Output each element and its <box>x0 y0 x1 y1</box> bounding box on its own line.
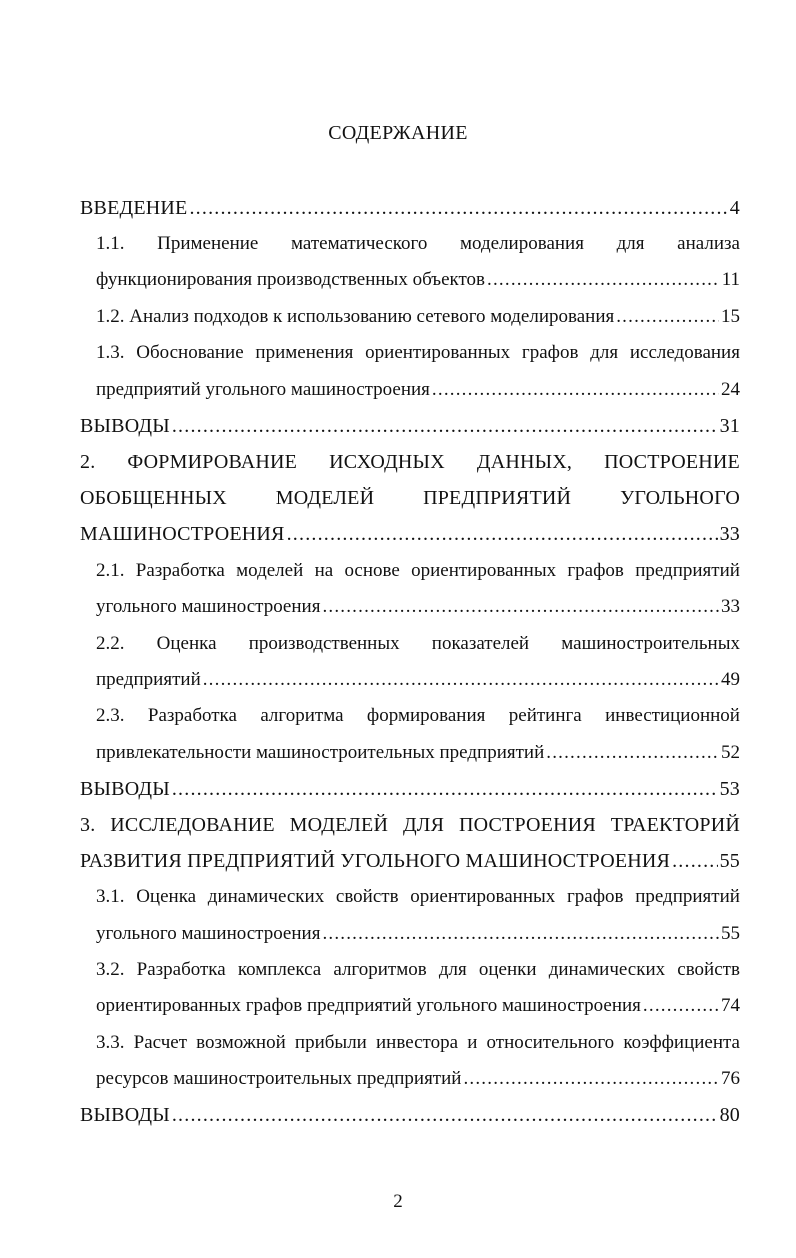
word: 3.3. <box>96 1032 125 1053</box>
word: 1.1. <box>96 233 125 254</box>
toc-entry-label: ВЫВОДЫ <box>80 1104 170 1126</box>
word: ТРАЕКТОРИЙ <box>610 814 740 836</box>
word: УГОЛЬНОГО <box>620 487 740 509</box>
toc-entry-3-3-line2[interactable] <box>96 1066 740 1092</box>
toc-entry-2-3-line1[interactable] <box>96 703 740 729</box>
word: Расчет <box>133 1032 188 1053</box>
toc-page-number: 33 <box>721 596 740 617</box>
word: и <box>467 1032 478 1053</box>
page-number: 2 <box>393 1191 403 1212</box>
toc-page-number: 33 <box>719 523 740 545</box>
word: Разработка <box>136 959 226 980</box>
dot-leader <box>672 848 718 874</box>
word: 1.3. <box>96 342 125 363</box>
word: динамических <box>207 886 325 907</box>
word: МОДЕЛЕЙ <box>289 814 389 836</box>
word: Оценка <box>136 886 197 907</box>
word: для <box>590 342 619 363</box>
toc-entry-label: угольного машиностроения <box>96 596 321 617</box>
dot-leader <box>172 1102 718 1128</box>
toc-entry-3-1-line2[interactable] <box>96 921 740 947</box>
word: графов <box>567 560 624 581</box>
toc-entry-3-2-line2[interactable] <box>96 993 740 1019</box>
word: Обоснование <box>136 342 244 363</box>
toc-page-number: 31 <box>719 415 740 437</box>
dot-leader <box>322 921 719 947</box>
word: моделей <box>236 560 304 581</box>
word: ориентированных <box>365 342 511 363</box>
word: 3.2. <box>96 959 125 980</box>
word: 3. <box>80 814 96 836</box>
toc-chapter-2-line3[interactable] <box>80 521 740 547</box>
word: анализа <box>677 233 740 254</box>
word: свойств <box>677 959 740 980</box>
toc-chapter-2-line2[interactable] <box>80 485 740 511</box>
toc-page-number: 55 <box>719 850 740 872</box>
word: 3.1. <box>96 886 125 907</box>
toc-entry-1-3-line2[interactable] <box>96 377 740 403</box>
dot-leader <box>172 776 718 802</box>
dot-leader <box>189 195 727 221</box>
word: на <box>314 560 334 581</box>
word: рейтинга <box>508 705 582 726</box>
word: свойств <box>335 886 399 907</box>
word: ИСХОДНЫХ <box>329 451 445 473</box>
word: коэффициента <box>623 1032 740 1053</box>
dot-leader <box>432 377 719 403</box>
word: производственных <box>248 633 400 654</box>
toc-entry-1-1-line2[interactable] <box>96 267 740 293</box>
toc-page-number: 55 <box>721 923 740 944</box>
word: ОБОБЩЕННЫХ <box>80 487 227 509</box>
word: математического <box>291 233 428 254</box>
word: Применение <box>157 233 259 254</box>
word: применения <box>255 342 354 363</box>
toc-entry-label: угольного машиностроения <box>96 923 321 944</box>
word: предприятий <box>635 886 740 907</box>
dot-leader <box>546 740 719 766</box>
toc-chapter-2-line1[interactable] <box>80 449 740 475</box>
toc-page-number: 53 <box>719 778 740 800</box>
dot-leader <box>287 521 718 547</box>
toc-entry-label: предприятий угольного машиностроения <box>96 379 430 400</box>
toc-entry-1-3-line1[interactable] <box>96 340 740 366</box>
word: ПОСТРОЕНИЯ <box>458 814 596 836</box>
toc-entry-label: 1.2. Анализ подходов к использованию сетевого моделирования <box>96 306 615 327</box>
dot-leader <box>463 1066 719 1092</box>
toc-entry-2-2-line1[interactable] <box>96 631 740 657</box>
word: моделирования <box>460 233 584 254</box>
toc-entry-label: ориентированных графов предприятий угольного машиностроения <box>96 995 641 1016</box>
word: 2.3. <box>96 705 125 726</box>
toc-page-number: 4 <box>729 197 740 219</box>
word: для <box>438 959 467 980</box>
dot-leader <box>322 594 719 620</box>
word: оценки <box>478 959 537 980</box>
toc-entry-1-2[interactable] <box>96 304 740 330</box>
word: комплекса <box>237 959 322 980</box>
word: возможной <box>196 1032 286 1053</box>
toc-entry-2-3-line2[interactable] <box>96 740 740 766</box>
word: МОДЕЛЕЙ <box>275 487 375 509</box>
word: Разработка <box>135 560 225 581</box>
word: алгоритмов <box>333 959 427 980</box>
word: показателей <box>431 633 530 654</box>
word: машиностроительных <box>561 633 740 654</box>
toc-page-number: 49 <box>721 669 740 690</box>
toc-entry-label: РАЗВИТИЯ ПРЕДПРИЯТИЙ УГОЛЬНОГО МАШИНОСТРОЕНИЯ <box>80 850 671 872</box>
dot-leader <box>172 413 718 439</box>
dot-leader <box>487 267 720 293</box>
toc-entry-3-1-line1[interactable] <box>96 884 740 910</box>
word: формирования <box>366 705 486 726</box>
word: 2.2. <box>96 633 125 654</box>
word: Оценка <box>156 633 217 654</box>
toc-page-number: 24 <box>721 379 740 400</box>
toc-entry-2-1-line1[interactable] <box>96 558 740 584</box>
word: инвестора <box>376 1032 459 1053</box>
word: 2.1. <box>96 560 125 581</box>
word: ФОРМИРОВАНИЕ <box>127 451 298 473</box>
toc-entry-2-2-line2[interactable] <box>96 667 740 693</box>
word: динамических <box>548 959 666 980</box>
toc-entry-label: МАШИНОСТРОЕНИЯ <box>80 523 285 545</box>
word: алгоритма <box>260 705 344 726</box>
word: графов <box>566 886 624 907</box>
word: прибыли <box>294 1032 367 1053</box>
toc-entry-label: предприятий <box>96 669 201 690</box>
word: ориентированных <box>411 560 557 581</box>
page-title: СОДЕРЖАНИЕ <box>328 122 468 144</box>
toc-page-number: 76 <box>721 1068 740 1089</box>
word: графов <box>521 342 579 363</box>
toc-entry-label: ВВЕДЕНИЕ <box>80 197 188 219</box>
toc-entry-label: ВЫВОДЫ <box>80 415 170 437</box>
word: ДАННЫХ, <box>476 451 573 473</box>
word: ДЛЯ <box>402 814 445 836</box>
word: предприятий <box>635 560 740 581</box>
word: инвестиционной <box>605 705 740 726</box>
toc-entry-1-1-line1[interactable] <box>96 231 740 257</box>
toc-entry-conclusions-2[interactable] <box>80 776 740 802</box>
word: ориентированных <box>410 886 556 907</box>
toc-entry-label: функционирования производственных объектов <box>96 269 486 290</box>
toc-page-number: 80 <box>719 1104 740 1126</box>
word: 2. <box>80 451 96 473</box>
word: относительного <box>486 1032 615 1053</box>
word: ПРЕДПРИЯТИЙ <box>423 487 572 509</box>
toc-page-number: 11 <box>721 269 740 290</box>
toc-chapter-3-line1[interactable] <box>80 812 740 838</box>
toc-page-number: 74 <box>721 995 740 1016</box>
toc-chapter-3-line2[interactable] <box>80 848 740 874</box>
dot-leader <box>616 304 719 330</box>
toc-entry-2-1-line2[interactable] <box>96 594 740 620</box>
toc-page-number: 52 <box>721 742 740 763</box>
toc-entry-introduction[interactable] <box>80 195 740 221</box>
word: основе <box>344 560 400 581</box>
toc-entry-3-2-line1[interactable] <box>96 957 740 983</box>
toc-entry-3-3-line1[interactable] <box>96 1030 740 1056</box>
toc-page-number: 15 <box>721 306 740 327</box>
dot-leader <box>203 667 719 693</box>
toc-entry-conclusions-1[interactable] <box>80 413 740 439</box>
word: Разработка <box>147 705 237 726</box>
word: для <box>616 233 645 254</box>
toc-entry-label: ВЫВОДЫ <box>80 778 170 800</box>
toc-entry-label: ресурсов машиностроительных предприятий <box>96 1068 462 1089</box>
word: исследования <box>629 342 740 363</box>
toc-entry-conclusions-3[interactable] <box>80 1102 740 1128</box>
toc-entry-label: привлекательности машиностроительных предприятий <box>96 742 545 763</box>
word: ИССЛЕДОВАНИЕ <box>110 814 275 836</box>
word: ПОСТРОЕНИЕ <box>604 451 740 473</box>
dot-leader <box>643 993 719 1019</box>
